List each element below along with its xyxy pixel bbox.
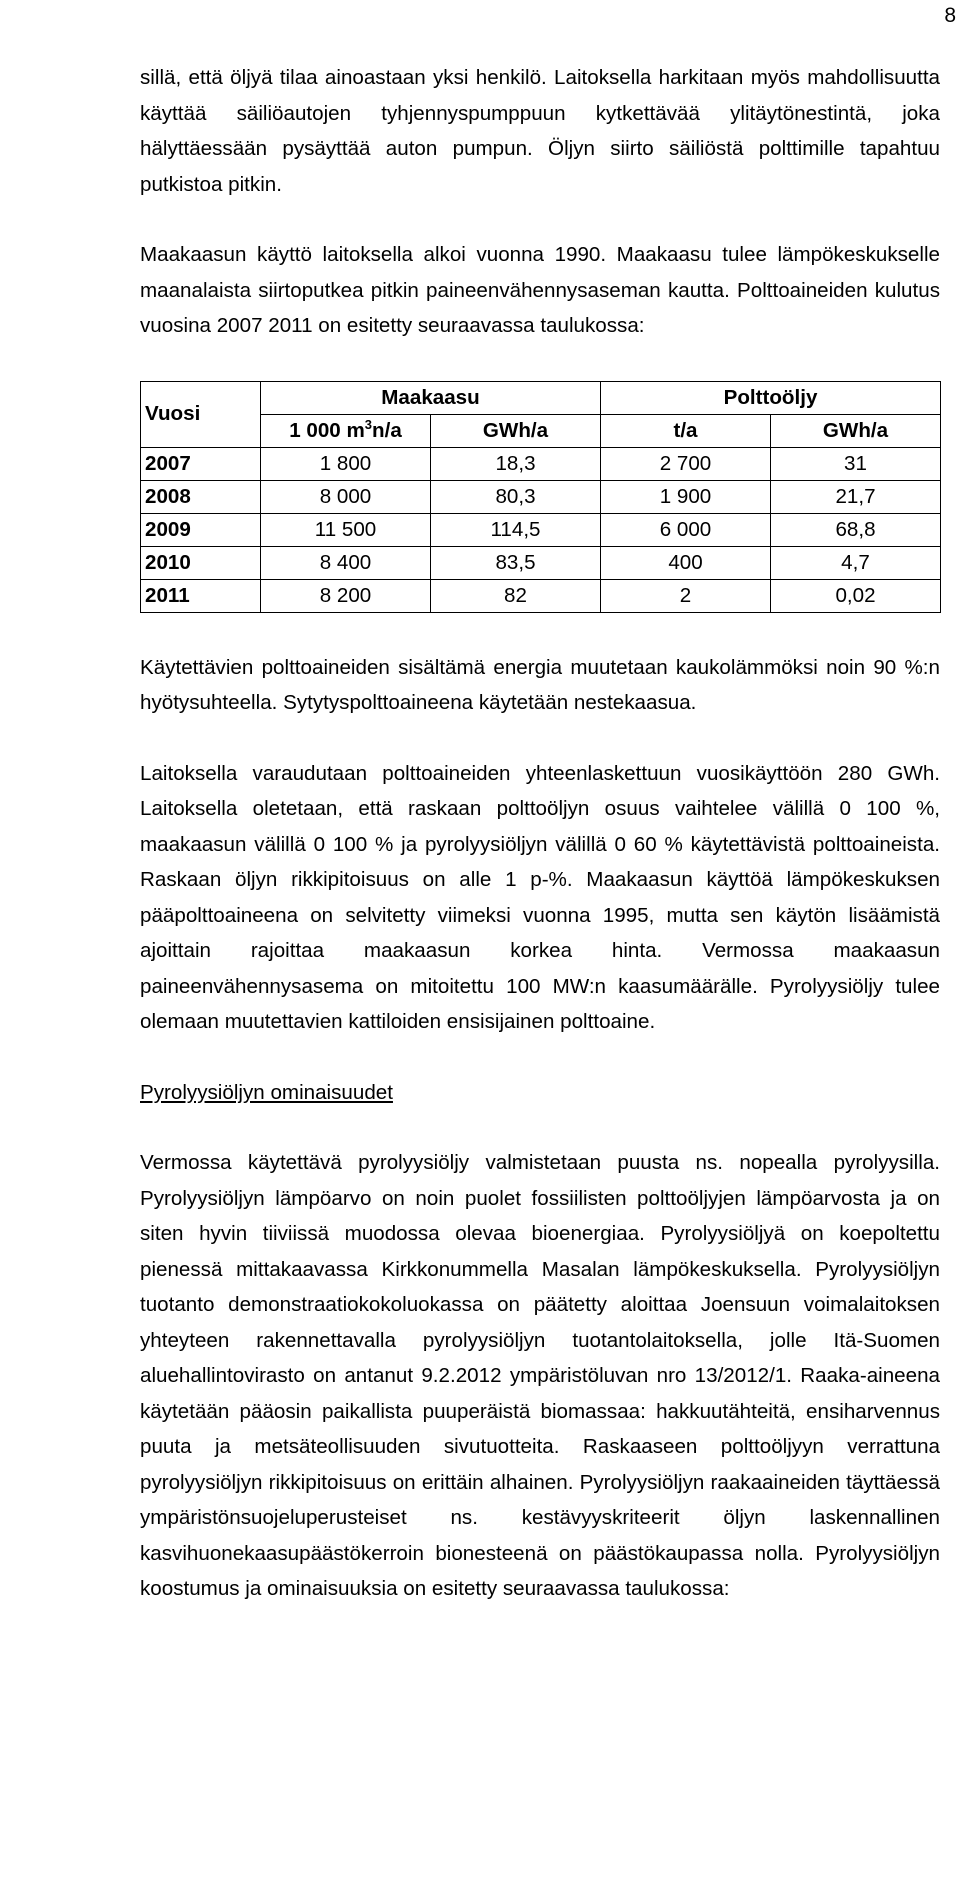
cell-oil-energy: 4,7 xyxy=(771,546,941,579)
header-oil-mass-unit: t/a xyxy=(601,414,771,447)
cell-year: 2008 xyxy=(141,480,261,513)
fuel-consumption-table-wrap xyxy=(140,381,940,613)
cell-oil-mass: 1 900 xyxy=(601,480,771,513)
header-gas-volume-unit: 1 000 $m^3n/a$ xyxy=(261,414,431,447)
paragraph-annual-use: Laitoksella varaudutaan polttoaineiden yhteenlaskettuun vuosikäyttöön 280 GWh. Laitoksella oletetaan, että raskaan polttoöljyn osuus vaihtelee välillä 0 100 %, maakaasun välillä 0 100 % ja pyrolyysiöljyn välillä 0 60 % käytettävistä polttoaineista. Raskaan öljyn rikkipitoisuus on alle 1 p-%. Maakaasun käyttöä lämpökeskuksen pääpolttoaineena on selvitetty viimeksi vuonna 1995, mutta sen käytön lisäämistä ajoittain rajoittaa maakaasun korkea hinta. Vermossa maakaasun paineenvähennysasema on mitoitettu 100 MW:n kaasumäärälle. Pyrolyysiöljy tulee olemaan muutettavien kattiloiden ensisijainen polttoaine. xyxy=(140,761,940,1033)
cell-year: 2011 xyxy=(141,579,261,612)
header-fuel-oil: Polttoöljy xyxy=(601,381,941,414)
paragraph-pyrolysis-oil: Vermossa käytettävä pyrolyysiöljy valmistetaan puusta ns. nopealla pyrolyysilla. Pyrolyysiöljyn lämpöarvo on noin puolet fossiilisten polttoöljyjen lämpöarvosta ja on siten hyvin tiiviissä muodossa olevaa bioenergiaa. Pyrolyysiöljyä on koepoltettu pienessä mittakaavassa Kirkkonummella Masalan lämpökeskuksella. Pyrolyysiöljyn tuotanto demonstraatiokokoluokassa on päätetty aloittaa Joensuun voimalaitoksen yhteyteen rakennettavalla pyrolyysiöljyn tuotantolaitoksella, jolle Itä-Suomen aluehallintovirasto on antanut 9.2.2012 ympäristöluvan nro 13/2012/1. Raaka-aineena käytetään pääosin paikallista puuperäistä biomassaa: hakkuutähteitä, ensiharvennus puuta ja metsäteollisuuden sivutuotteita. Raskaaseen polttoöljyyn verrattuna pyrolyysiöljyn rikkipitoisuus on erittäin alhainen. Pyrolyysiöljyn raakaaineiden täyttäessä ympäristönsuojeluperusteiset ns. kestävyyskriteerit öljyn laskennallinen kasvihuonekaasupäästökerroin bionesteenä on päästökaupassa nolla. Pyrolyysiöljyn koostumus ja ominaisuuksia on esitetty seuraavassa taulukossa: xyxy=(140,1151,940,1600)
document-body xyxy=(140,60,940,1607)
table-header-row-units xyxy=(141,414,941,447)
cell-oil-mass: 2 700 xyxy=(601,447,771,480)
paragraph-oil-transfer: sillä, että öljyä tilaa ainoastaan yksi henkilö. Laitoksella harkitaan myös mahdollisuutta käyttää säiliöautojen tyhjennyspumppuun kytkettävää ylitäytönestintä, joka hälyttäessään pysäyttää auton pumpun. Öljyn siirto säiliöstä polttimille tapahtuu putkistoa pitkin. xyxy=(140,66,940,196)
cell-gas-energy: 83,5 xyxy=(431,546,601,579)
cell-gas-energy: 114,5 xyxy=(431,513,601,546)
table-row xyxy=(141,513,941,546)
table-row xyxy=(141,546,941,579)
table-header-row-groups xyxy=(141,381,941,414)
cell-oil-energy: 68,8 xyxy=(771,513,941,546)
header-oil-energy-unit: GWh/a xyxy=(771,414,941,447)
cell-year: 2009 xyxy=(141,513,261,546)
cell-gas-energy: 82 xyxy=(431,579,601,612)
cell-gas-energy: 18,3 xyxy=(431,447,601,480)
cell-year: 2010 xyxy=(141,546,261,579)
cell-gas-volume: 1 800 xyxy=(261,447,431,480)
paragraph-efficiency: Käytettävien polttoaineiden sisältämä energia muutetaan kaukolämmöksi noin 90 %:n hyötysuhteella. Sytytyspolttoaineena käytetään nestekaasua. xyxy=(140,655,940,714)
header-gas-energy-unit: GWh/a xyxy=(431,414,601,447)
section-heading-pyrolysis-oil: Pyrolyysiöljyn ominaisuudet xyxy=(140,1080,393,1104)
cell-oil-energy: 31 xyxy=(771,447,941,480)
cell-oil-energy: 0,02 xyxy=(771,579,941,612)
cell-oil-mass: 6 000 xyxy=(601,513,771,546)
fuel-consumption-table xyxy=(140,381,941,613)
cell-gas-volume: 8 000 xyxy=(261,480,431,513)
table-row xyxy=(141,447,941,480)
page-number: 8 xyxy=(944,4,956,27)
cell-oil-mass: 2 xyxy=(601,579,771,612)
header-year: Vuosi xyxy=(141,381,261,447)
cell-gas-volume: 11 500 xyxy=(261,513,431,546)
cell-year: 2007 xyxy=(141,447,261,480)
table-row xyxy=(141,480,941,513)
cell-gas-volume: 8 200 xyxy=(261,579,431,612)
cell-oil-energy: 21,7 xyxy=(771,480,941,513)
cell-oil-mass: 400 xyxy=(601,546,771,579)
cell-gas-volume: 8 400 xyxy=(261,546,431,579)
paragraph-natural-gas: Maakaasun käyttö laitoksella alkoi vuonna 1990. Maakaasu tulee lämpökeskukselle maanalaista siirtoputkea pitkin paineenvähennysaseman kautta. Polttoaineiden kulutus vuosina 2007 2011 on esitetty seuraavassa taulukossa: xyxy=(140,243,940,337)
header-natural-gas: Maakaasu xyxy=(261,381,601,414)
cell-gas-energy: 80,3 xyxy=(431,480,601,513)
table-row xyxy=(141,579,941,612)
